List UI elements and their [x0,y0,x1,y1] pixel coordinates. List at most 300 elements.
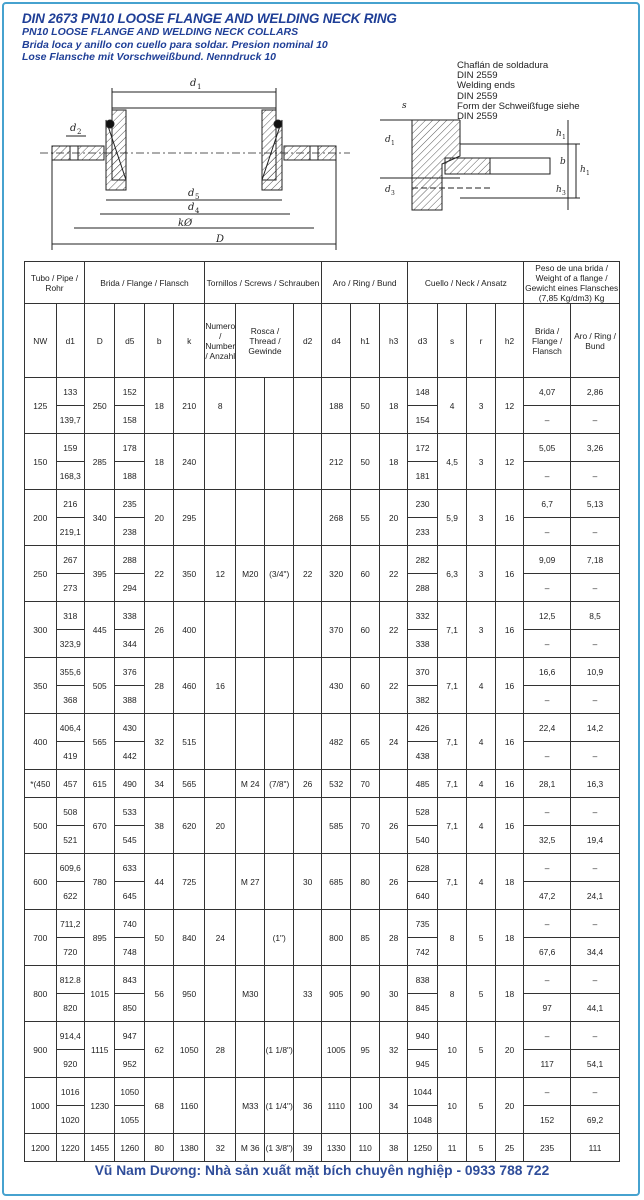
cell-m [236,910,264,966]
cell-d3: 742 [408,938,437,966]
cell-d1: 720 [56,938,84,966]
cell-d3: 426 [408,714,437,742]
cell-t: (7/8") [264,770,293,798]
cell-wr: – [571,518,620,546]
cell-d5: 490 [115,770,144,798]
svg-text:3: 3 [391,190,395,197]
table-row [25,966,620,994]
cell-wf: 6,7 [524,490,571,518]
cell-h3: 26 [379,798,407,854]
svg-text:1: 1 [391,140,395,147]
cell-d5: 288 [115,546,144,574]
cell-h3: 30 [379,966,407,1022]
cell-d4: 800 [321,910,350,966]
cell-h2: 18 [495,854,523,910]
col-h2: h2 [495,304,523,378]
cell-D: 1455 [84,1134,115,1162]
cell-h3: 38 [379,1134,407,1162]
cell-d3: 438 [408,742,437,770]
cell-n: 28 [204,1022,236,1078]
cell-h2: 12 [495,378,523,434]
cell-d4: 1005 [321,1022,350,1078]
cell-r: 5 [467,1078,495,1134]
cell-d3: 1048 [408,1106,437,1134]
cell-h2: 12 [495,434,523,490]
cell-r: 5 [467,1134,495,1162]
cell-D: 1015 [84,966,115,1022]
svg-text:5: 5 [195,193,200,201]
cell-wr: 44,1 [571,994,620,1022]
label-d5: d [188,188,195,199]
cell-d4: 905 [321,966,350,1022]
cell-m [236,602,264,658]
cell-n [204,602,236,658]
cell-d5: 235 [115,490,144,518]
cell-d3: 628 [408,854,437,882]
cell-d2: 36 [294,1078,321,1134]
cell-D: 250 [84,378,115,434]
cell-b: 32 [144,714,173,770]
cell-h2: 20 [495,1078,523,1134]
table-row [25,854,620,882]
cell-d2: 33 [294,966,321,1022]
cell-d1: 139,7 [56,406,84,434]
cell-t [264,658,293,714]
cell-d4: 1110 [321,1078,350,1134]
table-row [25,770,620,798]
cell-wr: 8,5 [571,602,620,630]
cell-d5: 152 [115,378,144,406]
cell-k: 1050 [174,1022,205,1078]
cell-wr: – [571,966,620,994]
col-k: k [174,304,205,378]
cell-s: 7,1 [437,714,466,770]
label-d4: d [188,202,195,213]
cell-h3: 34 [379,1078,407,1134]
cell-D: 565 [84,714,115,770]
cell-r: 5 [467,966,495,1022]
cell-m [236,1022,264,1078]
cell-m [236,714,264,770]
cell-s: 7,1 [437,658,466,714]
cell-h1: 100 [351,1078,379,1134]
cell-h3: 20 [379,490,407,546]
cell-d1: 318 [56,602,84,630]
cell-k: 400 [174,602,205,658]
cell-b: 22 [144,546,173,602]
cell-d2: 39 [294,1134,321,1162]
cell-d1: 457 [56,770,84,798]
cell-d2 [294,434,321,490]
cell-d1: 368 [56,686,84,714]
cell-m: M33 [236,1078,264,1134]
cell-wr: – [571,1022,620,1050]
cell-m: M 36 [236,1134,264,1162]
cell-k: 1160 [174,1078,205,1134]
cell-D: 1230 [84,1078,115,1134]
weld-notes: Chaflán de soldadura DIN 2559 Welding ends DIN 2559 Form der Schweißfuge siehe DIN 2559 [457,60,580,123]
group-screws: Tornillos / Screws / Schrauben [204,262,321,304]
cell-k: 460 [174,658,205,714]
cell-m [236,378,264,434]
cell-t: (1 1/4") [264,1078,293,1134]
cell-k: 620 [174,798,205,854]
cell-h3: 22 [379,546,407,602]
cell-d3: 332 [408,602,437,630]
cell-d1: 406,4 [56,714,84,742]
cell-d5: 850 [115,994,144,1022]
cell-s: 10 [437,1078,466,1134]
cell-wf: 47,2 [524,882,571,910]
cell-d4: 188 [321,378,350,434]
front-view [40,78,350,250]
col-s: s [437,304,466,378]
cell-n [204,1078,236,1134]
col-h1: h1 [351,304,379,378]
cell-h1: 70 [351,770,379,798]
cell-r: 4 [467,854,495,910]
cell-wf: 235 [524,1134,571,1162]
cell-wr: 54,1 [571,1050,620,1078]
cell-b: 80 [144,1134,173,1162]
cell-h1: 90 [351,966,379,1022]
cell-b: 50 [144,910,173,966]
cell-wf: 97 [524,994,571,1022]
cell-b: 18 [144,434,173,490]
cell-d2 [294,490,321,546]
group-neck: Cuello / Neck / Ansatz [408,262,524,304]
cell-d3: 370 [408,658,437,686]
cell-b: 34 [144,770,173,798]
cell-wf: – [524,910,571,938]
cell-k: 350 [174,546,205,602]
col-b: b [144,304,173,378]
cell-k: 950 [174,966,205,1022]
cell-h1: 60 [351,658,379,714]
cell-k: 725 [174,854,205,910]
cell-D: 505 [84,658,115,714]
cell-d4: 532 [321,770,350,798]
table-row [25,1134,620,1162]
label-b: b [560,157,566,167]
cell-t: (1") [264,910,293,966]
cell-d2: 30 [294,854,321,910]
cell-d5: 748 [115,938,144,966]
cell-nw: 125 [25,378,57,434]
cell-wf: – [524,1078,571,1106]
cell-d3: 845 [408,994,437,1022]
cell-h2: 16 [495,602,523,658]
group-ring: Aro / Ring / Bund [321,262,407,304]
cell-h2: 25 [495,1134,523,1162]
cell-d3: 485 [408,770,437,798]
cell-h2: 16 [495,714,523,770]
label-d1: d [190,78,197,89]
cell-t [264,378,293,434]
cell-r: 4 [467,714,495,770]
cell-wf: 67,6 [524,938,571,966]
cell-r: 3 [467,434,495,490]
cell-wf: 117 [524,1050,571,1078]
cell-wf: – [524,518,571,546]
cell-n: 8 [204,378,236,434]
cell-d3: 382 [408,686,437,714]
subtitle-german: Lose Flansche mit Vorschweißbund. Nenndruck 10 [22,51,276,63]
col-d5: d5 [115,304,144,378]
cell-d2: 26 [294,770,321,798]
cell-d5: 645 [115,882,144,910]
cell-h1: 60 [351,546,379,602]
cell-wr: – [571,742,620,770]
cell-b: 20 [144,490,173,546]
cell-d5: 740 [115,910,144,938]
cell-b: 26 [144,602,173,658]
cell-wf: – [524,854,571,882]
label-s: s [402,101,407,111]
cell-h1: 80 [351,854,379,910]
cell-n [204,490,236,546]
cell-wr: – [571,1078,620,1106]
svg-text:1: 1 [197,83,202,91]
cell-r: 3 [467,490,495,546]
cell-wf: – [524,630,571,658]
cell-d3: 181 [408,462,437,490]
cell-m [236,490,264,546]
cell-wf: 5,05 [524,434,571,462]
label-h3: h [556,185,562,195]
cell-d4: 430 [321,658,350,714]
cell-h1: 50 [351,378,379,434]
cell-n: 32 [204,1134,236,1162]
cell-nw: 600 [25,854,57,910]
col-r: r [467,304,495,378]
cell-d4: 370 [321,602,350,658]
cell-d1: 323,9 [56,630,84,658]
cell-D: 780 [84,854,115,910]
cell-t [264,490,293,546]
svg-text:4: 4 [195,207,200,215]
group-tube: Tubo / Pipe / Rohr [25,262,85,304]
cell-n: 16 [204,658,236,714]
cell-d1: 159 [56,434,84,462]
cell-wr: 24,1 [571,882,620,910]
cell-wr: – [571,630,620,658]
cell-d3: 640 [408,882,437,910]
cell-d1: 820 [56,994,84,1022]
cell-t [264,714,293,770]
cell-h3: 22 [379,602,407,658]
col-d4: d4 [321,304,350,378]
cell-r: 4 [467,770,495,798]
cell-d5: 188 [115,462,144,490]
cell-b: 56 [144,966,173,1022]
cell-m: M30 [236,966,264,1022]
cell-wr: 7,18 [571,546,620,574]
cell-d3: 172 [408,434,437,462]
cell-d5: 545 [115,826,144,854]
cell-d3: 940 [408,1022,437,1050]
cell-d5: 843 [115,966,144,994]
cell-wr: 3,26 [571,434,620,462]
cell-d3: 148 [408,378,437,406]
cell-wr: 5,13 [571,490,620,518]
cell-h2: 16 [495,798,523,854]
table-row [25,602,620,630]
cell-h2: 16 [495,658,523,714]
cell-nw: 900 [25,1022,57,1078]
cell-d3: 233 [408,518,437,546]
cell-d4: 585 [321,798,350,854]
label-h1: h [556,129,562,139]
cell-nw: 200 [25,490,57,546]
cell-d5: 376 [115,658,144,686]
cell-wf: 22,4 [524,714,571,742]
cell-h2: 18 [495,966,523,1022]
cell-wr: – [571,686,620,714]
cell-d4: 320 [321,546,350,602]
cell-r: 4 [467,658,495,714]
label-D: D [216,234,225,245]
cell-r: 4 [467,798,495,854]
cell-r: 3 [467,378,495,434]
cell-h1: 110 [351,1134,379,1162]
cell-d2 [294,798,321,854]
table-row [25,798,620,826]
cell-d3: 1250 [408,1134,437,1162]
cell-wr: 2,86 [571,378,620,406]
cell-h3: 28 [379,910,407,966]
cell-wf: – [524,798,571,826]
cell-d3: 945 [408,1050,437,1078]
cell-wr: 19,4 [571,826,620,854]
cell-d3: 735 [408,910,437,938]
cell-nw: 250 [25,546,57,602]
cell-nw: 1000 [25,1078,57,1134]
cell-D: 340 [84,490,115,546]
cell-d5: 344 [115,630,144,658]
table-row [25,1078,620,1106]
cell-d5: 388 [115,686,144,714]
page-title: DIN 2673 PN10 LOOSE FLANGE AND WELDING NECK RING [22,11,397,26]
cell-wf: – [524,406,571,434]
cell-k: 240 [174,434,205,490]
table-row [25,378,620,406]
cell-h2: 20 [495,1022,523,1078]
cell-h2: 16 [495,770,523,798]
cell-d5: 1055 [115,1106,144,1134]
header-block [22,11,462,64]
col-number: Numero / Number / Anzahl [204,304,236,378]
cell-d2 [294,910,321,966]
cell-b: 38 [144,798,173,854]
group-weight: Peso de una brida / Weight of a flange / Gewicht eines Flansches (7,85 Kg/dm3) Kg [525,262,619,303]
cell-t [264,434,293,490]
cell-r: 3 [467,546,495,602]
cell-d4: 268 [321,490,350,546]
cell-wr: 34,4 [571,938,620,966]
cell-d1: 133 [56,378,84,406]
cell-s: 7,1 [437,798,466,854]
cell-d1: 168,3 [56,462,84,490]
cell-h1: 85 [351,910,379,966]
cell-k: 210 [174,378,205,434]
cell-d2 [294,658,321,714]
cell-d2 [294,602,321,658]
cell-h1: 60 [351,602,379,658]
cell-wf: 12,5 [524,602,571,630]
cell-d1: 920 [56,1050,84,1078]
cell-m: M 27 [236,854,264,910]
cell-s: 8 [437,910,466,966]
cell-wr: 10,9 [571,658,620,686]
cell-t [264,966,293,1022]
cell-d1: 355,6 [56,658,84,686]
cell-h1: 55 [351,490,379,546]
cell-wf: 32,5 [524,826,571,854]
cell-h2: 16 [495,490,523,546]
cell-d1: 216 [56,490,84,518]
cell-wr: 111 [571,1134,620,1162]
cell-m: M20 [236,546,264,602]
cell-d1: 521 [56,826,84,854]
cell-n: 24 [204,910,236,966]
cell-nw: *(450 [25,770,57,798]
col-D: D [84,304,115,378]
cell-h1: 50 [351,434,379,490]
cell-s: 6,3 [437,546,466,602]
cell-wf: 16,6 [524,658,571,686]
cell-d3: 288 [408,574,437,602]
cell-h1: 65 [351,714,379,770]
cell-k: 515 [174,714,205,770]
table-body [25,378,620,1162]
cell-t [264,854,293,910]
cell-wf: 4,07 [524,378,571,406]
cell-s: 4,5 [437,434,466,490]
cell-m: M 24 [236,770,264,798]
cell-d5: 1260 [115,1134,144,1162]
cell-d5: 533 [115,798,144,826]
cell-wr: – [571,910,620,938]
cell-d1: 273 [56,574,84,602]
label-section-d1: d [385,135,391,145]
col-thread: Rosca / Thread / Gewinde [236,304,294,378]
subtitle-english: PN10 LOOSE FLANGE AND WELDING NECK COLLARS [22,26,299,38]
cell-wr: 69,2 [571,1106,620,1134]
cell-d1: 1016 [56,1078,84,1106]
cell-s: 10 [437,1022,466,1078]
cell-d3: 528 [408,798,437,826]
cell-s: 7,1 [437,602,466,658]
cell-k: 565 [174,770,205,798]
cell-D: 1115 [84,1022,115,1078]
cell-nw: 700 [25,910,57,966]
cell-b: 28 [144,658,173,714]
col-d1: d1 [56,304,84,378]
cell-n [204,770,236,798]
cell-d3: 838 [408,966,437,994]
cell-wf: – [524,742,571,770]
cell-s: 7,1 [437,854,466,910]
cell-wf: 152 [524,1106,571,1134]
cell-m [236,658,264,714]
cell-t: (3/4") [264,546,293,602]
cell-s: 4 [437,378,466,434]
table-row [25,434,620,462]
col-weight-ring: Aro / Ring / Bund [571,304,620,378]
cell-d2 [294,1022,321,1078]
svg-text:2: 2 [77,128,82,136]
